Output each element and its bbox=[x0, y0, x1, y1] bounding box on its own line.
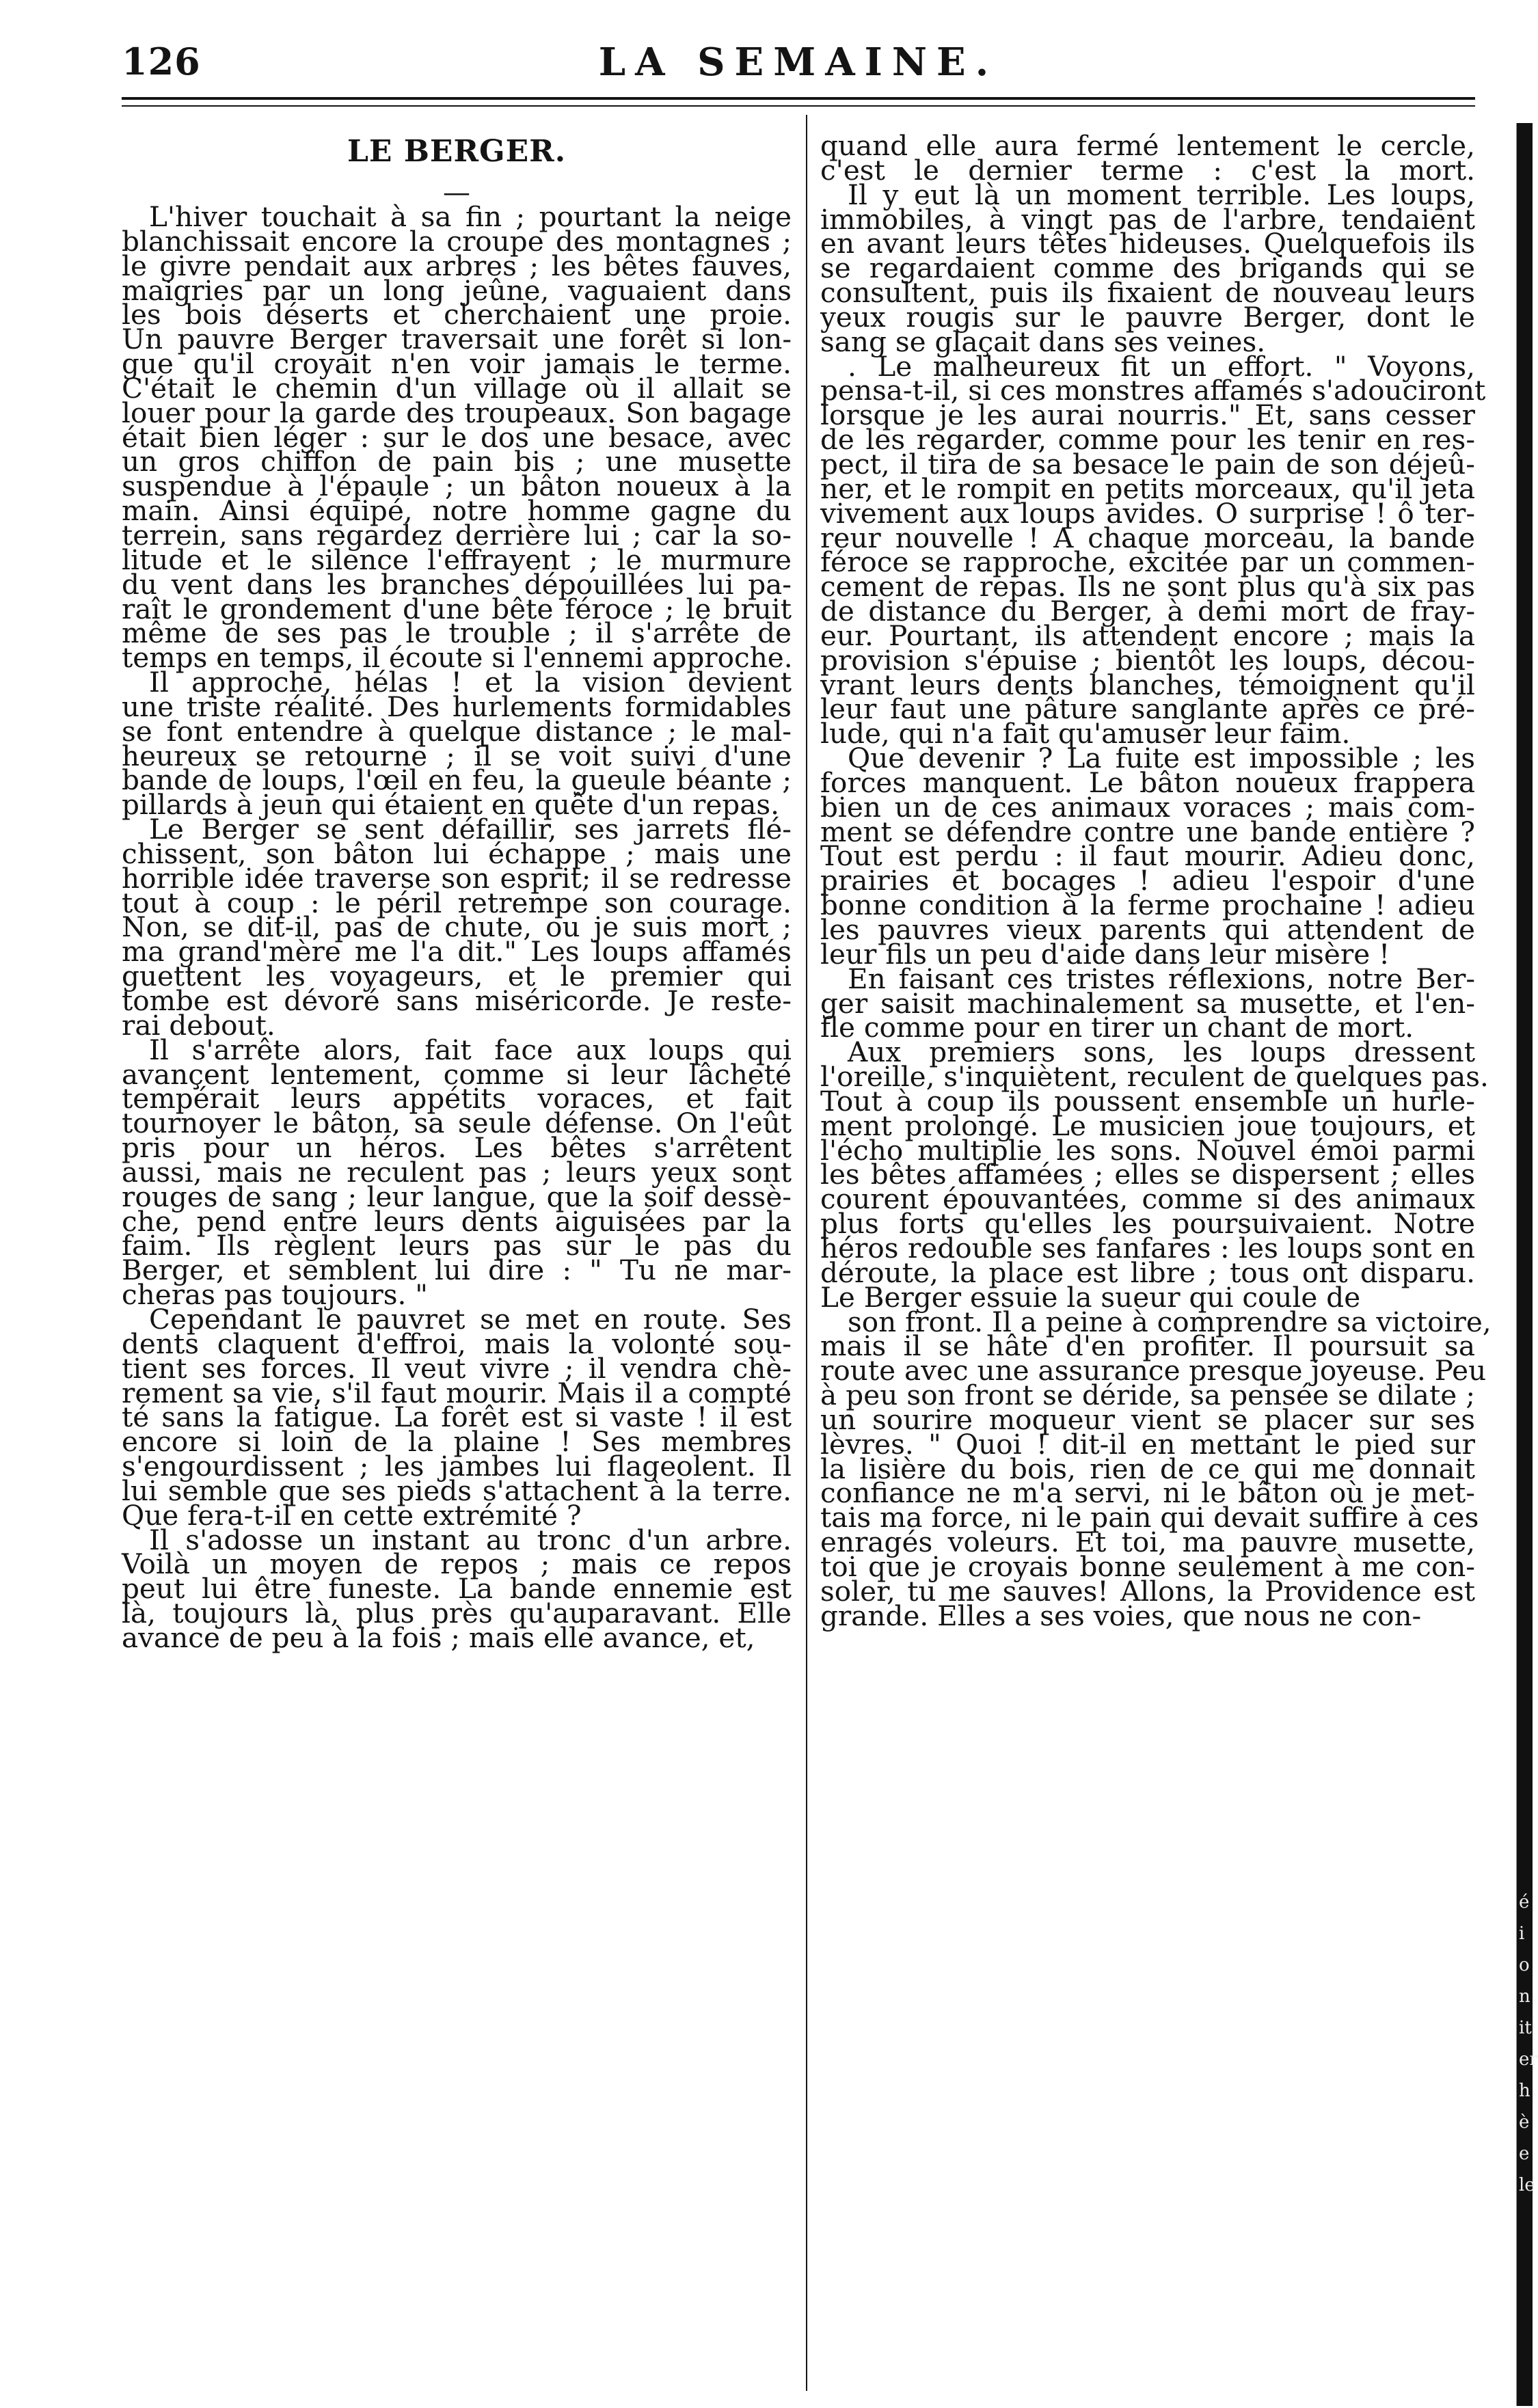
text-line: Aux premiers sons, les loups dressent bbox=[848, 1036, 1475, 1069]
column-divider bbox=[806, 115, 807, 2391]
text-line: Il y eut là un moment terrible. Les loups, bbox=[848, 178, 1475, 211]
text-line: rai debout. bbox=[122, 1008, 275, 1042]
text-line: pris pour un héros. Les bêtes s'arrêtent bbox=[122, 1131, 792, 1165]
edge-fragment: h bbox=[1519, 2081, 1530, 2101]
text-line: Tout est perdu : il faut mourir. Adieu donc, bbox=[820, 839, 1475, 873]
text-line: les bois déserts et cherchaient une proie. bbox=[122, 298, 792, 332]
text-line: c'est le dernier terme : c'est la mort. bbox=[820, 153, 1475, 187]
text-line: cement de repas. Ils ne sont plus qu'à six pas bbox=[820, 570, 1475, 604]
text-line: terrein, sans regardez derrière lui ; car la so- bbox=[122, 518, 792, 552]
text-line: ner, et le rompit en petits morceaux, qu'il jeta bbox=[820, 472, 1475, 505]
right-column bbox=[820, 129, 1492, 1632]
text-line: une triste réalité. Des hurlements formidables bbox=[122, 690, 792, 723]
text-line: Non, se dit-il, pas de chute, ou je suis mort ; bbox=[122, 910, 792, 944]
text-line: bande de loups, l'œil en feu, la gueule béante ; bbox=[122, 763, 792, 797]
text-line: un gros chiffon de pain bis ; une musette bbox=[122, 445, 792, 478]
text-line: horrible idée traverse son esprit; il se redresse bbox=[122, 861, 792, 895]
text-line: forces manquent. Le bâton noueux frappera bbox=[820, 766, 1475, 799]
left-column-text bbox=[122, 200, 793, 1654]
text-line: en avant leurs têtes hideuses. Quelquefois ils bbox=[820, 227, 1475, 260]
text-line: quand elle aura fermé lentement le cercle, bbox=[820, 129, 1475, 162]
text-line: confiance ne m'a servi, ni le bâton où je met- bbox=[820, 1476, 1475, 1510]
text-line: aussi, mais ne reculent pas ; leurs yeux sont bbox=[122, 1155, 792, 1189]
text-line: mais il se hâte d'en profiter. Il poursuit sa bbox=[820, 1329, 1475, 1363]
text-line: immobiles, à vingt pas de l'arbre, tendaient bbox=[820, 202, 1475, 236]
text-line: la lisière du bois, rien de ce qui me donnait bbox=[820, 1452, 1475, 1485]
text-line: Voilà un moyen de repos ; mais ce repos bbox=[122, 1547, 792, 1581]
text-line: héros redouble ses fanfares : les loups sont en bbox=[820, 1231, 1475, 1264]
text-line: l'écho multiplie les sons. Nouvel émoi parmi bbox=[820, 1133, 1475, 1167]
text-line: tournoyer le bâton, sa seule défense. On l'eût bbox=[122, 1107, 792, 1140]
text-line: ger saisit machinalement sa musette, et l'en- bbox=[820, 986, 1475, 1020]
text-line: les bêtes affamées ; elles se dispersent ; elles bbox=[820, 1158, 1475, 1191]
text-line: toi que je croyais bonne seulement à me con- bbox=[820, 1550, 1475, 1583]
text-line: tempérait leurs appétits voraces, et fait bbox=[122, 1082, 792, 1115]
edge-fragment: er bbox=[1519, 2049, 1538, 2070]
text-line: avance de peu à la fois ; mais elle avance, et, bbox=[122, 1621, 755, 1654]
text-line: pillards à jeun qui étaient en quête d'un repas. bbox=[122, 788, 780, 822]
text-line: sang se glaçait dans ses veines. bbox=[820, 325, 1266, 358]
text-line: provision s'épuise ; bientôt les loups, décou- bbox=[820, 643, 1475, 677]
text-line: déroute, la place est libre ; tous ont disparu. bbox=[820, 1256, 1475, 1289]
text-line: maigries par un long jeûne, vaguaient dans bbox=[122, 273, 792, 307]
text-line: Tout à coup ils poussent ensemble un hurle- bbox=[820, 1084, 1475, 1118]
text-line: tient ses forces. Il veut vivre ; il vendra chè- bbox=[122, 1351, 792, 1385]
text-line: reur nouvelle ! A chaque morceau, la bande bbox=[820, 521, 1475, 554]
text-line: pect, il tira de sa besace le pain de son déjeû- bbox=[820, 447, 1475, 481]
text-line: Il s'adosse un instant au tronc d'un arbre. bbox=[149, 1523, 792, 1556]
text-line: ma grand'mère me l'a dit." Les loups affamés bbox=[122, 935, 792, 969]
text-line: En faisant ces tristes réflexions, notre Ber- bbox=[848, 962, 1475, 995]
text-line: suspendue à l'épaule ; un bâton noueux à la bbox=[122, 470, 792, 503]
page-header bbox=[122, 27, 1475, 89]
article-title: LE BERGER. bbox=[347, 134, 567, 169]
text-line: C'était le chemin d'un village où il allait se bbox=[122, 371, 792, 405]
text-line: courent épouvantées, comme si des animaux bbox=[820, 1182, 1475, 1216]
text-line: heureux se retourne ; il se voit suivi d'une bbox=[122, 739, 792, 772]
text-line: temps en temps, il écoute si l'ennemi approche. bbox=[122, 641, 793, 675]
text-line: Cependant le pauvret se met en route. Ses bbox=[149, 1302, 792, 1336]
text-line: même de ses pas le trouble ; il s'arrête de bbox=[122, 617, 792, 650]
text-line: route avec une assurance presque joyeuse. Peu bbox=[820, 1354, 1487, 1388]
edge-fragment: è bbox=[1519, 2112, 1530, 2133]
text-line: ment se défendre contre une bande entière ? bbox=[820, 815, 1475, 848]
text-line: louer pour la garde des troupeaux. Son bagage bbox=[122, 396, 792, 429]
text-line: leur faut une pâture sanglante après ce pré- bbox=[820, 692, 1475, 726]
text-line: de les regarder, comme pour les tenir en res- bbox=[820, 423, 1475, 457]
text-line: L'hiver touchait à sa fin ; pourtant la neige bbox=[149, 200, 792, 233]
text-line: bonne condition à la ferme prochaine ! adieu bbox=[820, 889, 1475, 922]
text-line: Le Berger essuie la sueur qui coule de bbox=[820, 1280, 1361, 1314]
text-line: féroce se rapproche, excitée par un commen- bbox=[820, 545, 1475, 579]
text-line: Que fera-t-il en cette extrémité ? bbox=[122, 1498, 582, 1532]
text-line: faim. Ils règlent leurs pas sur le pas du bbox=[122, 1229, 792, 1262]
text-line: rement sa vie, s'il faut mourir. Mais il a compté bbox=[122, 1376, 792, 1409]
text-line: rouges de sang ; leur langue, que la soif dessè- bbox=[122, 1180, 792, 1213]
text-line: grande. Elles a ses voies, que nous ne con- bbox=[820, 1599, 1422, 1632]
text-line: soler, tu me sauves! Allons, la Providence est bbox=[820, 1574, 1475, 1608]
text-line: l'oreille, s'inquiètent, reculent de quelques pas. bbox=[820, 1060, 1489, 1094]
text-line: litude et le silence l'effrayent ; le murmure bbox=[122, 543, 792, 576]
left-column bbox=[122, 134, 793, 1654]
text-line: Le Berger se sent défaillir, ses jarrets flé- bbox=[149, 813, 792, 846]
text-line: un sourire moqueur vient se placer sur ses bbox=[820, 1403, 1475, 1436]
page-number: 126 bbox=[122, 40, 201, 83]
text-line: blanchissait encore la croupe des montagnes ; bbox=[122, 224, 792, 258]
text-line: du vent dans les branches dépouillées lui pa- bbox=[122, 567, 792, 601]
text-line: se regardaient comme des brigands qui se bbox=[820, 252, 1475, 285]
edge-fragment: e bbox=[1519, 2143, 1530, 2164]
title-separator: — bbox=[443, 177, 470, 208]
text-line: les pauvres vieux parents qui attendent de bbox=[820, 913, 1475, 946]
edge-fragment: i bbox=[1519, 1923, 1525, 1944]
text-line: tout à coup : le péril retrempe son courage. bbox=[122, 886, 792, 919]
text-line: Il s'arrête alors, fait face aux loups qui bbox=[149, 1033, 792, 1066]
text-line: guettent les voyageurs, et le premier qui bbox=[122, 960, 792, 993]
text-line: pensa-t-il, si ces monstres affamés s'adouciront bbox=[820, 374, 1486, 407]
text-line: gue qu'il croyait n'en voir jamais le terme. bbox=[122, 347, 792, 381]
text-line: leur fils un peu d'aide dans leur misère ! bbox=[820, 937, 1390, 971]
text-line: prairies et bocages ! adieu l'espoir d'une bbox=[820, 864, 1475, 897]
text-line: main. Ainsi équipé, notre homme gagne du bbox=[122, 494, 792, 528]
text-line: fle comme pour en tirer un chant de mort. bbox=[820, 1011, 1414, 1044]
text-line: plus forts qu'elles les poursuivaient. Notre bbox=[820, 1207, 1475, 1241]
text-line: Un pauvre Berger traversait une forêt si lon- bbox=[122, 323, 792, 356]
header-rule-thick bbox=[122, 97, 1475, 100]
text-line: lui semble que ses pieds s'attachent à la terre. bbox=[122, 1474, 792, 1507]
text-line: avançent lentement, comme si leur lâcheté bbox=[122, 1057, 792, 1091]
text-line: ment prolongé. Le musicien joue toujours, et bbox=[820, 1109, 1475, 1142]
text-line: lorsque je les aurai nourris." Et, sans cesser bbox=[820, 398, 1475, 432]
text-line: yeux rougis sur le pauvre Berger, dont le bbox=[820, 300, 1475, 334]
text-line: chissent, son bâton lui échappe ; mais une bbox=[122, 837, 792, 870]
edge-fragment: o bbox=[1519, 1955, 1530, 1975]
text-line: lude, qui n'a fait qu'amuser leur faim. bbox=[820, 717, 1351, 750]
text-line: s'engourdissent ; les jambes lui flageolent. Il bbox=[122, 1450, 792, 1483]
text-line: vrant leurs dents blanches, témoignent qu'il bbox=[820, 668, 1475, 701]
text-line: là, toujours là, plus près qu'auparavant. Elle bbox=[122, 1597, 792, 1630]
text-line: enragés voleurs. Et toi, ma pauvre musette, bbox=[820, 1526, 1475, 1559]
text-line: tais ma force, ni le pain qui devait suffire à ces bbox=[820, 1501, 1479, 1534]
text-line: le givre pendait aux arbres ; les bêtes fauves, bbox=[122, 249, 792, 282]
edge-fragment: é bbox=[1519, 1892, 1530, 1912]
text-line: de distance du Berger, à demi mort de fray- bbox=[820, 595, 1475, 628]
text-line: dents claquent d'effroi, mais la volonté sou- bbox=[122, 1327, 792, 1360]
text-line: vivement aux loups avides. O surprise ! ô ter- bbox=[820, 496, 1475, 530]
text-line: consultent, puis ils fixaient de nouveau leurs bbox=[820, 276, 1475, 310]
text-line: Il approche, hélas ! et la vision devient bbox=[149, 666, 792, 699]
text-line: cheras pas toujours. " bbox=[122, 1278, 428, 1312]
journal-title: LA SEMAINE. bbox=[598, 40, 999, 85]
edge-fragment: le bbox=[1519, 2175, 1535, 2195]
text-line: eur. Pourtant, ils attendent encore ; mais la bbox=[820, 619, 1475, 652]
text-line: Berger, et semblent lui dire : " Tu ne mar- bbox=[122, 1254, 792, 1287]
text-line: Que devenir ? La fuite est impossible ; les bbox=[848, 742, 1475, 775]
text-line: peut lui être funeste. La bande ennemie est bbox=[122, 1572, 792, 1606]
text-line: té sans la fatigue. La forêt est si vaste ! il est bbox=[122, 1401, 792, 1434]
text-line: était bien léger : sur le dos une besace, avec bbox=[122, 420, 792, 454]
text-line: se font entendre à quelque distance ; le mal- bbox=[122, 714, 792, 748]
adjacent-page-fragments bbox=[1519, 1886, 1538, 2201]
text-line: à peu son front se déride, sa pensée se dilate ; bbox=[820, 1379, 1475, 1412]
text-line: lèvres. " Quoi ! dit-il en mettant le pied sur bbox=[820, 1427, 1475, 1461]
header-rule-thin bbox=[122, 105, 1475, 107]
edge-fragment: it bbox=[1519, 2018, 1532, 2038]
text-line: . Le malheureux fit un effort. " Voyons, bbox=[848, 349, 1475, 383]
text-line: raît le grondement d'une bête féroce ; le bruit bbox=[122, 592, 792, 625]
text-line: bien un de ces animaux voraces ; mais com- bbox=[820, 790, 1475, 824]
text-line: son front. Il a peine à comprendre sa victoire, bbox=[848, 1305, 1492, 1338]
edge-fragment: n bbox=[1519, 1986, 1530, 2007]
text-line: che, pend entre leurs dents aiguisées par la bbox=[122, 1204, 792, 1238]
right-column-text bbox=[820, 129, 1492, 1632]
text-line: tombe est dévoré sans miséricorde. Je reste- bbox=[122, 984, 792, 1017]
text-line: encore si loin de la plaine ! Ses membres bbox=[122, 1425, 792, 1459]
